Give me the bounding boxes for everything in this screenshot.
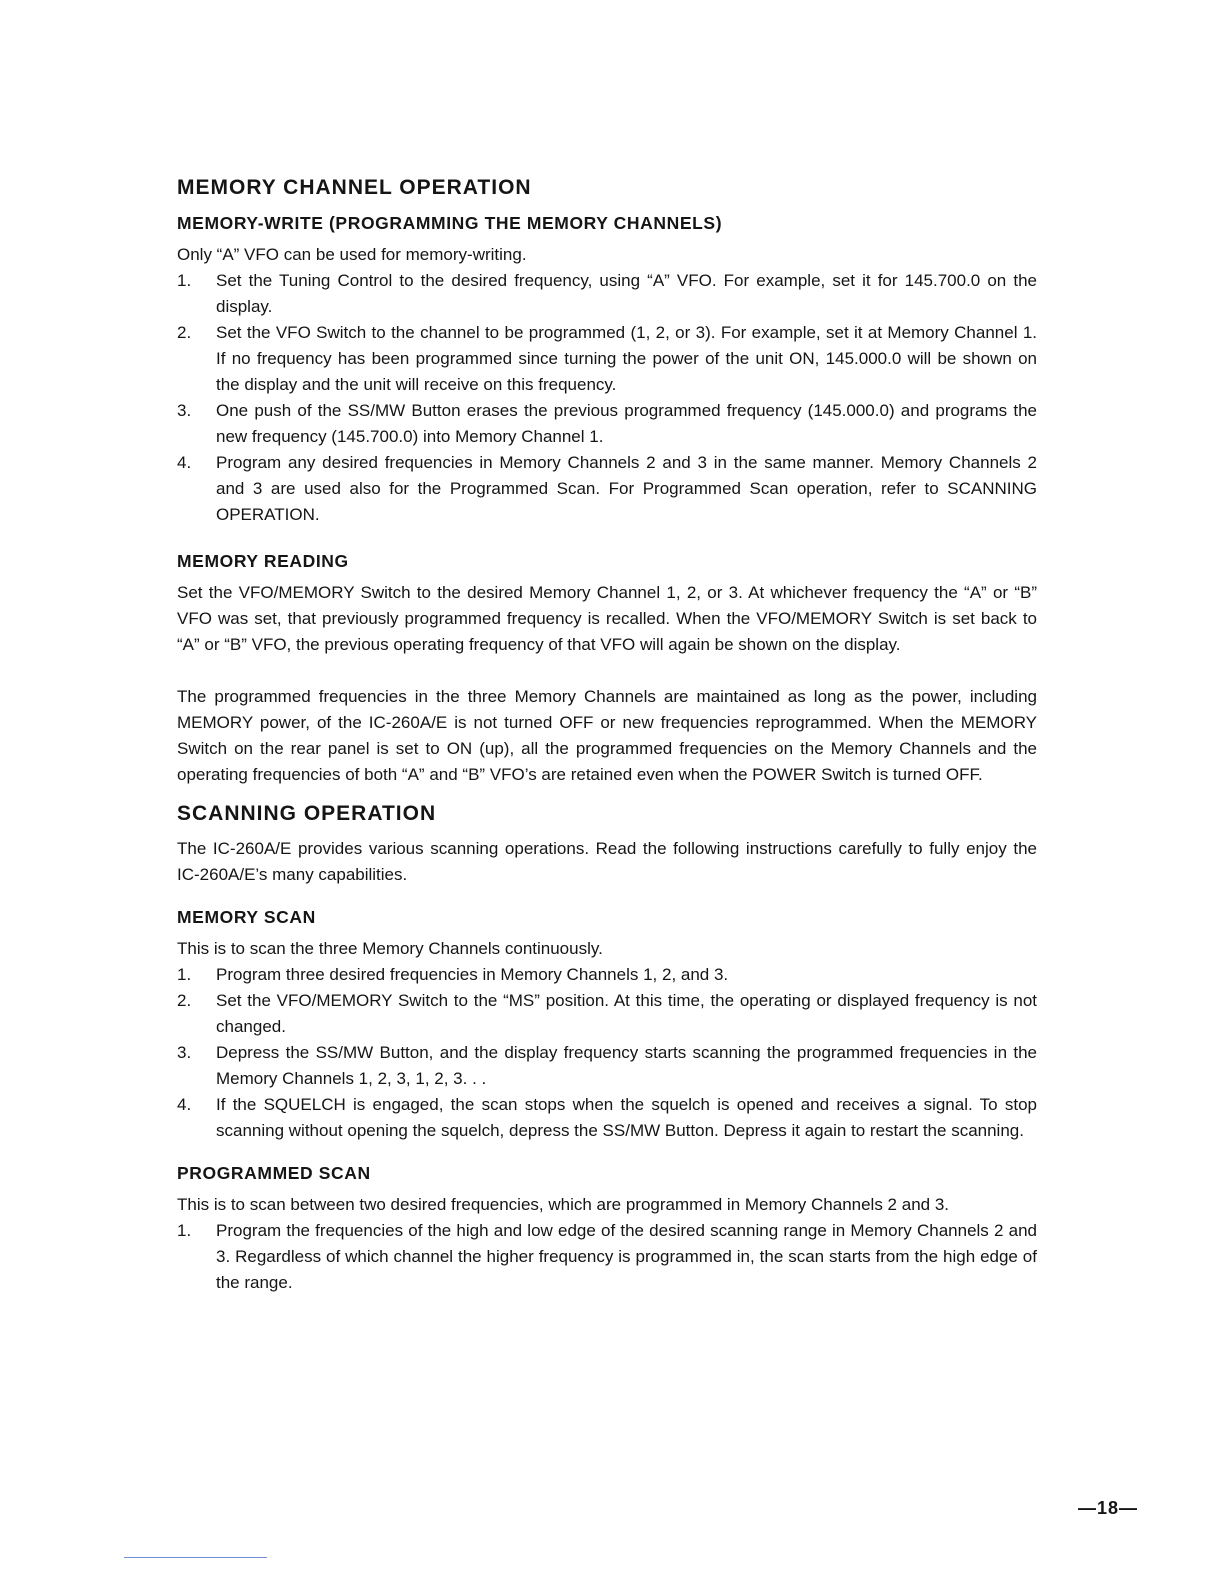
step-text: If the SQUELCH is engaged, the scan stops when the squelch is opened and receives a signal. To stop scanning without opening the squelch, depress the SS/MW Button. Depress it again to restart the scanning. [216, 1095, 1037, 1140]
step-text: Set the VFO Switch to the channel to be programmed (1, 2, or 3). For example, set it at Memory Channel 1. If no frequency has been programmed since turning the power of the unit ON, 145.000.0 will be shown on the display and the unit will receive on this frequency. [216, 323, 1037, 394]
list-item [177, 320, 1037, 398]
subheading-memory-write: MEMORY-WRITE (PROGRAMMING THE MEMORY CHANNELS) [177, 213, 723, 233]
step-number: 3. [177, 401, 192, 420]
list-item [177, 1218, 1037, 1296]
manual-page [177, 174, 1037, 1296]
page-number: —18— [1078, 1498, 1139, 1518]
step-text: Set the Tuning Control to the desired frequency, using “A” VFO. For example, set it for 145.700.0 on the display. [216, 271, 1037, 316]
section-title-memory-channel: MEMORY CHANNEL OPERATION [177, 176, 532, 199]
memory-write-steps [177, 268, 1037, 528]
step-number: 3. [177, 1043, 192, 1062]
subheading-programmed-scan: PROGRAMMED SCAN [177, 1163, 371, 1183]
memory-reading-paragraph-2: The programmed frequencies in the three Memory Channels are maintained as long as the power, including MEMORY power, of the IC-260A/E is not turned OFF or new frequencies reprogrammed. When the MEMORY Switch on the rear panel is set to ON (up), all the programmed frequencies on the Memory Channels and the operating frequencies of both “A” and “B” VFO’s are retained even when the POWER Switch is turned OFF. [177, 687, 1037, 784]
scanning-intro: The IC-260A/E provides various scanning operations. Read the following instructions carefully to fully enjoy the IC-260A/E’s many capabilities. [177, 839, 1037, 884]
list-item [177, 268, 1037, 320]
step-number: 1. [177, 965, 192, 984]
subheading-memory-scan: MEMORY SCAN [177, 907, 316, 927]
memory-reading-paragraph-1: Set the VFO/MEMORY Switch to the desired Memory Channel 1, 2, or 3. At whichever frequency the “A” or “B” VFO was set, that previously programmed frequency is recalled. When the VFO/MEMORY Switch is set back to “A” or “B” VFO, the previous operating frequency of that VFO will again be shown on the display. [177, 583, 1037, 654]
list-item [177, 398, 1037, 450]
step-number: 1. [177, 1221, 192, 1240]
list-item [177, 988, 1037, 1040]
list-item [177, 450, 1037, 528]
step-text: Set the VFO/MEMORY Switch to the “MS” position. At this time, the operating or displayed frequency is not changed. [216, 991, 1037, 1036]
memory-scan-intro: This is to scan the three Memory Channels continuously. [177, 939, 603, 958]
section-title-scanning: SCANNING OPERATION [177, 802, 437, 825]
programmed-scan-steps [177, 1218, 1037, 1296]
step-number: 2. [177, 991, 192, 1010]
step-text: Depress the SS/MW Button, and the display frequency starts scanning the programmed frequencies in the Memory Channels 1, 2, 3, 1, 2, 3. . . [216, 1043, 1037, 1088]
step-text: Program three desired frequencies in Memory Channels 1, 2, and 3. [216, 965, 729, 984]
step-number: 2. [177, 323, 192, 342]
programmed-scan-intro: This is to scan between two desired frequencies, which are programmed in Memory Channels 2 and 3. [177, 1195, 949, 1214]
memory-write-intro: Only “A” VFO can be used for memory-writing. [177, 245, 527, 264]
step-text: Program any desired frequencies in Memory Channels 2 and 3 in the same manner. Memory Channels 2 and 3 are used also for the Programmed Scan. For Programmed Scan operation, refer to SCANNING OPERATION. [216, 453, 1037, 524]
footer-rule [124, 1557, 267, 1558]
list-item [177, 1040, 1037, 1092]
list-item [177, 962, 1037, 988]
step-number: 4. [177, 453, 192, 472]
step-text: One push of the SS/MW Button erases the previous programmed frequency (145.000.0) and programs the new frequency (145.700.0) into Memory Channel 1. [216, 401, 1037, 446]
step-text: Program the frequencies of the high and low edge of the desired scanning range in Memory Channels 2 and 3. Regardless of which channel the higher frequency is programmed in, the scan starts from the high edge of the range. [216, 1221, 1037, 1292]
subheading-memory-reading: MEMORY READING [177, 551, 349, 571]
list-item [177, 1092, 1037, 1144]
step-number: 4. [177, 1095, 192, 1114]
step-number: 1. [177, 271, 192, 290]
memory-scan-steps [177, 962, 1037, 1144]
